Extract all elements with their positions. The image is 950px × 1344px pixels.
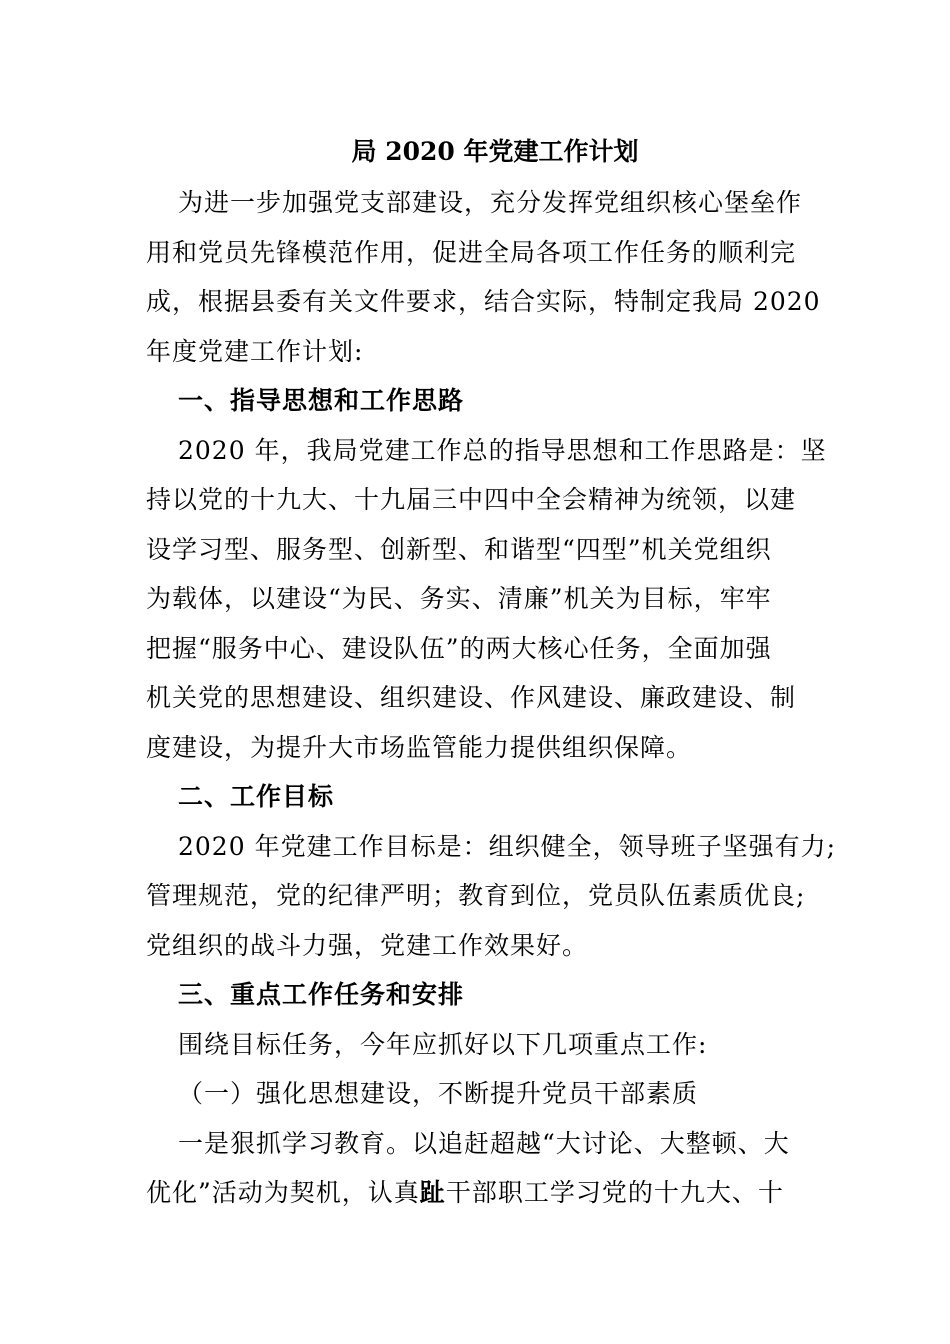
section-3-subheading-1: （一）强化思想建设，不断提升党员干部素质 [178,1079,699,1108]
section-1-line-6: 机关党的思想建设、组织建设、作风建设、廉政建设、制 [146,683,797,712]
intro-line-3: 成，根据县委有关文件要求，结合实际，特制定我局 2020 [146,287,821,316]
section-3-heading: 三、重点工作任务和安排 [178,980,465,1009]
section-1-line-5: 把握“服务中心、建设队伍”的两大核心任务，全面加强 [146,634,772,663]
section-2-line-3: 党组织的战斗力强，党建工作效果好。 [146,931,589,960]
section-3-line-3: 一是狠抓学习教育。以追赶超越“大讨论、大整顿、大 [178,1129,790,1158]
section-1-line-4: 为载体，以建设“为民、务实、清廉”机关为目标，牢牢 [146,584,772,613]
section-1-heading: 一、指导思想和工作思路 [178,386,465,415]
intro-line-1: 为进一步加强党支部建设，充分发挥党组织核心堡垒作 [178,188,803,217]
line-text-after: 干部职工学习党的十九大、十 [445,1178,784,1207]
section-2-heading: 二、工作目标 [178,782,335,811]
bold-character: 趾 [419,1178,446,1207]
intro-line-4: 年度党建工作计划: [146,337,364,366]
section-1-line-1: 2020 年，我局党建工作总的指导思想和工作思路是：坚 [178,436,827,465]
section-2-line-1: 2020 年党建工作目标是：组织健全，领导班子坚强有力; [178,832,836,861]
document-title: 局 2020 年党建工作计划 [351,137,639,166]
section-2-line-2: 管理规范，党的纪律严明；教育到位，党员队伍素质优良; [146,881,806,910]
section-1-line-7: 度建设，为提升大市场监管能力提供组织保障。 [146,733,693,762]
line-text-before: 优化”活动为契机，认真 [146,1178,420,1207]
section-1-line-2: 持以党的十九大、十九届三中四中全会精神为统领，以建 [146,485,797,514]
intro-line-2: 用和党员先锋模范作用，促进全局各项工作任务的顺利完 [146,238,797,267]
section-1-line-3: 设学习型、服务型、创新型、和谐型“四型”机关党组织 [146,535,772,564]
section-3-line-1: 围绕目标任务，今年应抓好以下几项重点工作: [178,1030,708,1059]
section-3-line-4 [146,1177,784,1209]
